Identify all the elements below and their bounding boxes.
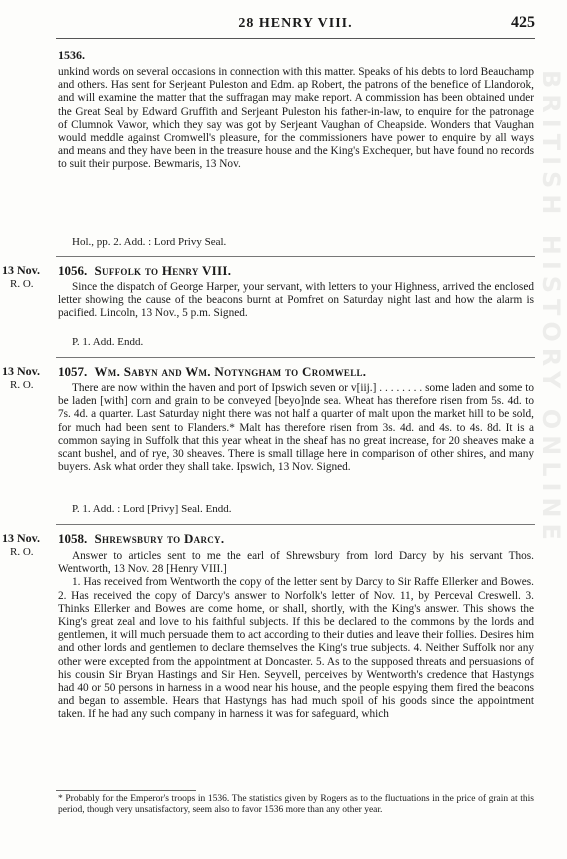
- entry-number: 1056.: [58, 263, 88, 278]
- header-title: 28 HENRY VIII.: [238, 16, 353, 31]
- entry-source: R. O.: [10, 379, 34, 391]
- entry-number: 1057.: [58, 364, 88, 379]
- entry-source: R. O.: [10, 546, 34, 558]
- watermark: BRITISH HISTORY ONLINE: [537, 70, 565, 546]
- entry-1056-text: Since the dispatch of George Harper, your servant, with letters to your Highness, arrived the enclosed letter showing the cause of the beacons burnt at Pomfret on Saturday night last and how the alarm is pacified. Lincoln, 13 Nov., 5 p.m. Signed.: [58, 281, 534, 320]
- entry-1058-heading: [58, 531, 478, 546]
- footnote-rule: [56, 790, 196, 791]
- entry-1056-endorsement: P. 1. Add. Endd.: [72, 336, 144, 348]
- entry-date: 13 Nov.: [2, 531, 41, 545]
- entry-date: 13 Nov.: [2, 364, 41, 378]
- running-header: [56, 14, 535, 36]
- entry-1057-margin: [2, 364, 52, 392]
- entry-date: 13 Nov.: [2, 263, 41, 277]
- page-number: 425: [511, 14, 535, 31]
- year-label: 1536.: [58, 48, 85, 62]
- entry-1057-text: There are now within the haven and port of Ipswich seven or v[iij.] . . . . . . . . some laden and some to be laden [with] corn and grain to be conveyed [beyo]nde sea. Wheat has therefore risen from 5s. 4d. to 7s. 4d. a quarter. Last Saturday night there was not half a quarter of malt upon the market hill to be sold, for much had been sent to Flanders.* Malt has therefore risen from 3s. 4d. and 4s. to 4s. 8d. It is a common saying in Suffolk that this year wheat in the sheaf has no great increase, for 20 sheaves make a scant bushel, and of rye, 30 sheaves. There is small tillage here in comparison of other shires, and many buyers. Ask what order they shall take. Ipswich, 13 Nov. Signed.: [58, 382, 534, 474]
- entry-1058-intro: Answer to articles sent to me the earl of Shrewsbury from lord Darcy by his servant Thos. Wentworth, 13 Nov. 28 [Henry VIII.]: [58, 550, 534, 576]
- footnote: * Probably for the Emperor's troops in 1536. The statistics given by Rogers as to the fluctuations in the price of grain at this period, though very unsatisfactory, seem also to favor 1536 more than any other year.: [58, 794, 534, 815]
- entry-1058-articles: 1. Has received from Wentworth the copy of the letter sent by Darcy to Sir Raffe Ellerker and Bowes. 2. Has received the copy of Darcy's answer to Norfolk's letter of Nov. 11, by Perceval Creswell. 3. Thinks Ellerker and Bowes are come home, or shall, shortly, with the King's answer. This shows the King's great zeal and love to his faithful subjects. If this be declared to the commons by the lords and gentlemen, it will much persuade them to act according to their duties and leave their follies. Desires him and other lords and gentlemen to declare themselves the King's true subjects. 4. Neither Suffolk nor any other were excepted from the appointment at Doncaster. 5. As to the supposed threats and persuasions of his cousin Sir Bryan Hastings and Sir Hen. Seyvell, perceives by Wentworth's credence that Hastyngs had 40 or 50 persons in harness in a wood near his house, and the people espying them fired the beacons and began to assemble. Hears that Hastyngs has had much spoil of his goods since the appointment taken. If he had any such company in harness it was for safeguard, which: [58, 576, 534, 721]
- entry-1058-margin: [2, 531, 52, 559]
- entry-1056-heading: [58, 263, 478, 278]
- entry-1057-heading: [58, 364, 478, 379]
- entry-1056-margin: [2, 263, 52, 291]
- entry-separator: [56, 256, 535, 257]
- continuation-endorsement: Hol., pp. 2. Add. : Lord Privy Seal.: [72, 236, 227, 248]
- entry-1058-text: [58, 550, 534, 722]
- entry-title: Wm. Sabyn and Wm. Notyngham to Cromwell.: [94, 364, 367, 379]
- entry-number: 1058.: [58, 531, 88, 546]
- entry-source: R. O.: [10, 278, 34, 290]
- entry-separator: [56, 357, 535, 358]
- header-rule: [56, 38, 535, 39]
- entry-title: Shrewsbury to Darcy.: [94, 531, 225, 546]
- entry-title: Suffolk to Henry VIII.: [94, 263, 232, 278]
- continuation-text: unkind words on several occasions in connection with this matter. Speaks of his debts to lord Beauchamp and others. Has sent for Serjeant Puleston and Edm. ap Robert, the patrons of the benefice of Llandorok, and will examine the matter that the suffragan may make report. A commission has been obtained under the Great Seal by Edward Gruffith and Serjeant Puleston his father-in-law, to enquire for the patronage of Clumnok Vawor, which they say was got by Serjeant Vaughan of Cheapside. Wonders that Vaughan would meddle against Cromwell's pleasure, for the commissioners have power to enquire by all ways and means and they have been in the treasure house and the King's Exchequer, but have found no records to suit their purpose. Bewmaris, 13 Nov.: [58, 66, 534, 171]
- entry-separator: [56, 524, 535, 525]
- entry-1057-endorsement: P. 1. Add. : Lord [Privy] Seal. Endd.: [72, 503, 232, 515]
